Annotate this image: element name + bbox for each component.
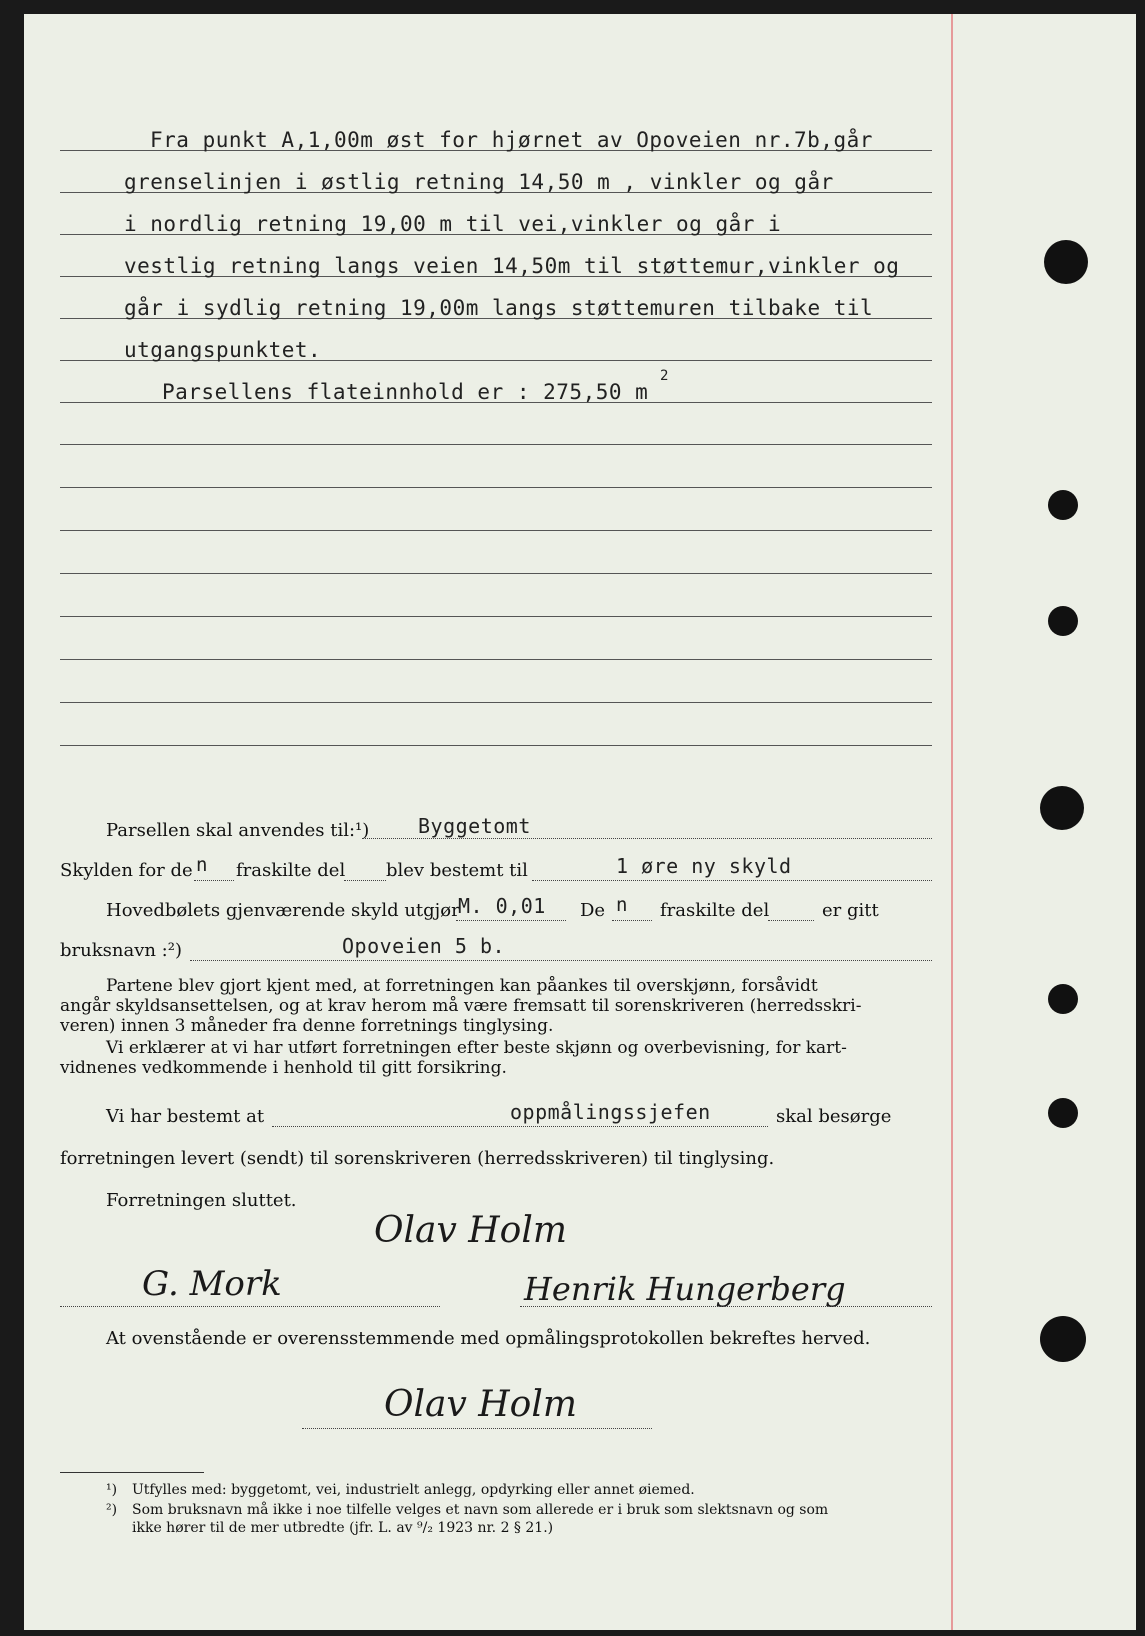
ruled-line — [60, 530, 932, 531]
footnote-1-mark: ¹) — [106, 1482, 118, 1498]
closing-text: Forretningen sluttet. — [106, 1190, 297, 1211]
remaining-label-d: er gitt — [822, 900, 879, 921]
description-line-1: Fra punkt A,1,00m øst for hjørnet av Opoveien nr.7b,går — [150, 128, 873, 152]
signature-right: Henrik Hungerberg — [524, 1270, 846, 1308]
ruled-line — [60, 702, 932, 703]
dotted-line — [362, 838, 932, 839]
tax-label-c: blev bestemt til — [386, 860, 528, 881]
appeal-line-1: Partene blev gjort kjent med, at forretningen kan påankes til overskjønn, forsåvidt — [106, 976, 818, 996]
signature-bottom: Olav Holm — [384, 1384, 577, 1425]
remaining-label-b: De — [580, 900, 606, 921]
use-value: Byggetomt — [418, 814, 531, 838]
delivery-line-2: forretningen levert (sendt) til sorenskriveren (herredsskriveren) til tinglysing. — [60, 1148, 775, 1169]
dotted-line — [612, 920, 652, 921]
punch-hole — [1048, 984, 1078, 1014]
description-line-6: utgangspunktet. — [124, 338, 322, 362]
dotted-line — [194, 880, 234, 881]
delivery-label-a: Vi har bestemt at — [106, 1106, 265, 1127]
description-line-2: grenselinjen i østlig retning 14,50 m , vinkler og går — [124, 170, 834, 194]
signature-top: Olav Holm — [374, 1210, 567, 1251]
dotted-line — [344, 880, 386, 881]
footnote-1-text: Utfylles med: byggetomt, vei, industrielt anlegg, opdyrking eller annet øiemed. — [132, 1482, 695, 1498]
tax-label-b: fraskilte del — [236, 860, 346, 881]
description-line-4: vestlig retning langs veien 14,50m til støttemur,vinkler og — [124, 254, 900, 278]
footnote-2-text-1: Som bruksnavn må ikke i noe tilfelle velges et navn som allerede er i bruk som slektsnavn og som — [132, 1502, 829, 1518]
dotted-line — [190, 960, 932, 961]
appeal-line-2: angår skyldsansettelsen, og at krav herom må være fremsatt til sorenskriveren (herredsskri- — [60, 996, 862, 1016]
delivery-value: oppmålingssjefen — [510, 1100, 711, 1124]
dotted-line — [302, 1428, 652, 1429]
footnote-divider — [60, 1472, 204, 1473]
tax-label-a: Skylden for de — [60, 860, 193, 881]
punch-hole — [1048, 606, 1078, 636]
dotted-line — [532, 880, 932, 881]
ruled-line — [60, 659, 932, 660]
tax-value: 1 øre ny skyld — [616, 854, 792, 878]
punch-hole — [1048, 490, 1078, 520]
ruled-line — [60, 487, 932, 488]
delivery-label-b: skal besørge — [776, 1106, 892, 1127]
signature-left: G. Mork — [142, 1264, 282, 1304]
appeal-line-3: veren) innen 3 måneder fra denne forretnings tinglysing. — [60, 1016, 554, 1036]
ruled-line — [60, 745, 932, 746]
footnote-2-mark: ²) — [106, 1502, 118, 1518]
margin-line — [951, 14, 953, 1630]
remaining-suffix-b: n — [616, 894, 628, 916]
tax-suffix-a: n — [196, 854, 208, 876]
certify-text: At ovenstående er overensstemmende med opmålingsprotokollen bekreftes herved. — [106, 1328, 871, 1349]
dotted-line — [768, 920, 814, 921]
punch-hole — [1044, 240, 1088, 284]
dotted-line — [272, 1126, 768, 1127]
usename-value: Opoveien 5 b. — [342, 934, 506, 958]
remaining-label-a: Hovedbølets gjenværende skyld utgjør — [106, 900, 460, 921]
dotted-line — [456, 920, 566, 921]
ruled-line — [60, 444, 932, 445]
area-text: Parsellens flateinnhold er : 275,50 m — [162, 380, 649, 404]
punch-hole — [1048, 1098, 1078, 1128]
declare-line-1: Vi erklærer at vi har utført forretningen efter beste skjønn og overbevisning, for kart- — [106, 1038, 847, 1058]
dotted-line — [60, 1306, 440, 1307]
area-superscript: 2 — [660, 368, 669, 384]
ruled-line — [60, 573, 932, 574]
description-line-3: i nordlig retning 19,00 m til vei,vinkler og går i — [124, 212, 782, 236]
remaining-label-c: fraskilte del — [660, 900, 770, 921]
document-page — [24, 14, 1136, 1630]
description-line-5: går i sydlig retning 19,00m langs støttemuren tilbake til — [124, 296, 874, 320]
ruled-line — [60, 616, 932, 617]
use-label: Parsellen skal anvendes til:¹) — [106, 820, 370, 841]
dotted-line — [520, 1306, 932, 1307]
punch-hole — [1040, 786, 1084, 830]
remaining-value: M. 0,01 — [458, 894, 546, 918]
punch-hole — [1040, 1316, 1086, 1362]
declare-line-2: vidnenes vedkommende i henhold til gitt forsikring. — [60, 1058, 507, 1078]
usename-label: bruksnavn :²) — [60, 940, 182, 961]
footnote-2-text-2: ikke hører til de mer utbredte (jfr. L. av ⁹/₂ 1923 nr. 2 § 21.) — [132, 1520, 554, 1536]
